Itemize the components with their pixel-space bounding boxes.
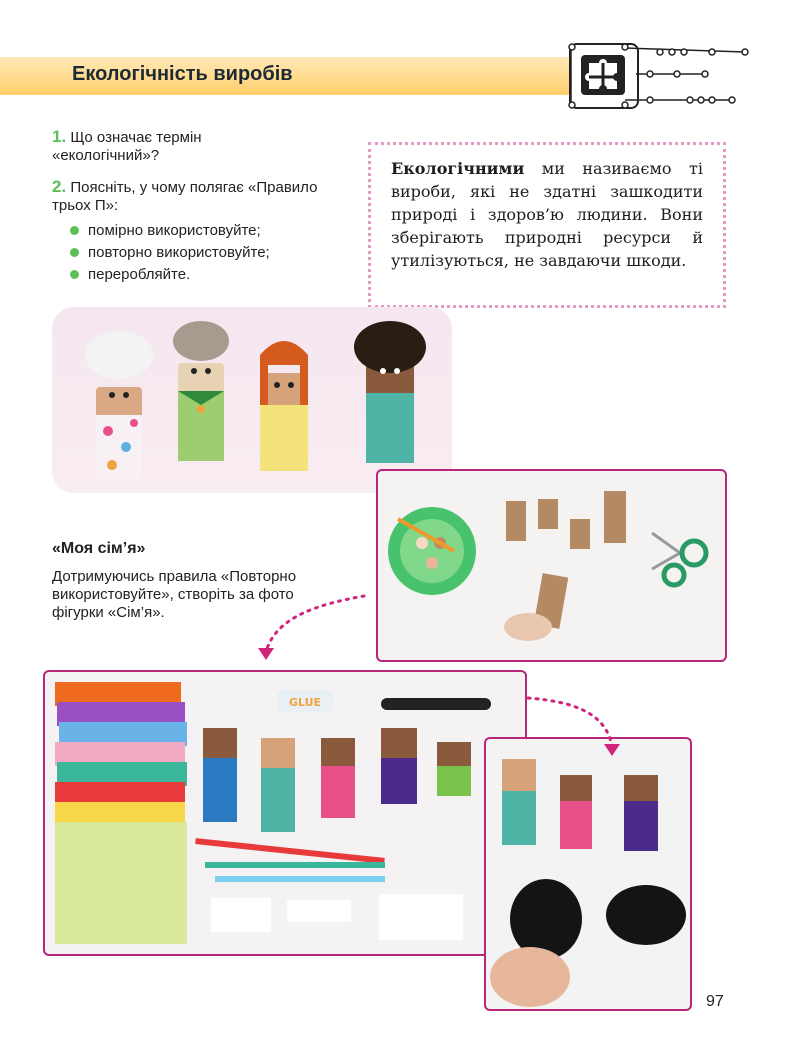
supplies-photo	[43, 670, 527, 956]
definition-text: ми називаємо ті вироби, які не здатні зашкодити природі і здоров’ю людини. Вони зберігають природні ресурси й утилізуються, не завдаючи шкоди.	[391, 159, 703, 270]
materials-photo	[376, 469, 727, 662]
list-item: переробляйте.	[68, 264, 348, 286]
question-number: 1.	[52, 127, 67, 146]
page-number: 97	[706, 993, 724, 1010]
definition-term: Екологічними	[391, 159, 525, 178]
question-2	[52, 178, 322, 215]
bullet-icon	[70, 226, 79, 235]
list-item: повторно використовуйте;	[68, 242, 348, 264]
bullet-icon	[70, 248, 79, 257]
question-text: Поясніть, у чому полягає «Правило трьох П»:	[52, 179, 318, 214]
project-instruction: Дотримуючись правила «Повторно використовуйте», створіть за фото фігурки «Сім’я».	[52, 568, 297, 621]
page-title: Екологічність виробів	[72, 63, 293, 85]
glue-label: GLUE	[288, 696, 322, 709]
puzzle-icon	[569, 43, 639, 109]
assembled-figures-photo	[484, 737, 692, 1011]
bullet-icon	[70, 270, 79, 279]
list-item: помірно використовуйте;	[68, 220, 348, 242]
definition-box	[368, 142, 726, 308]
question-text: Що означає термін «екологічний»?	[52, 129, 202, 164]
question-1	[52, 128, 302, 165]
rule-list	[68, 220, 348, 286]
finished-figures-photo	[52, 307, 452, 493]
project-title: «Моя сім’я»	[52, 540, 146, 557]
question-number: 2.	[52, 177, 67, 196]
